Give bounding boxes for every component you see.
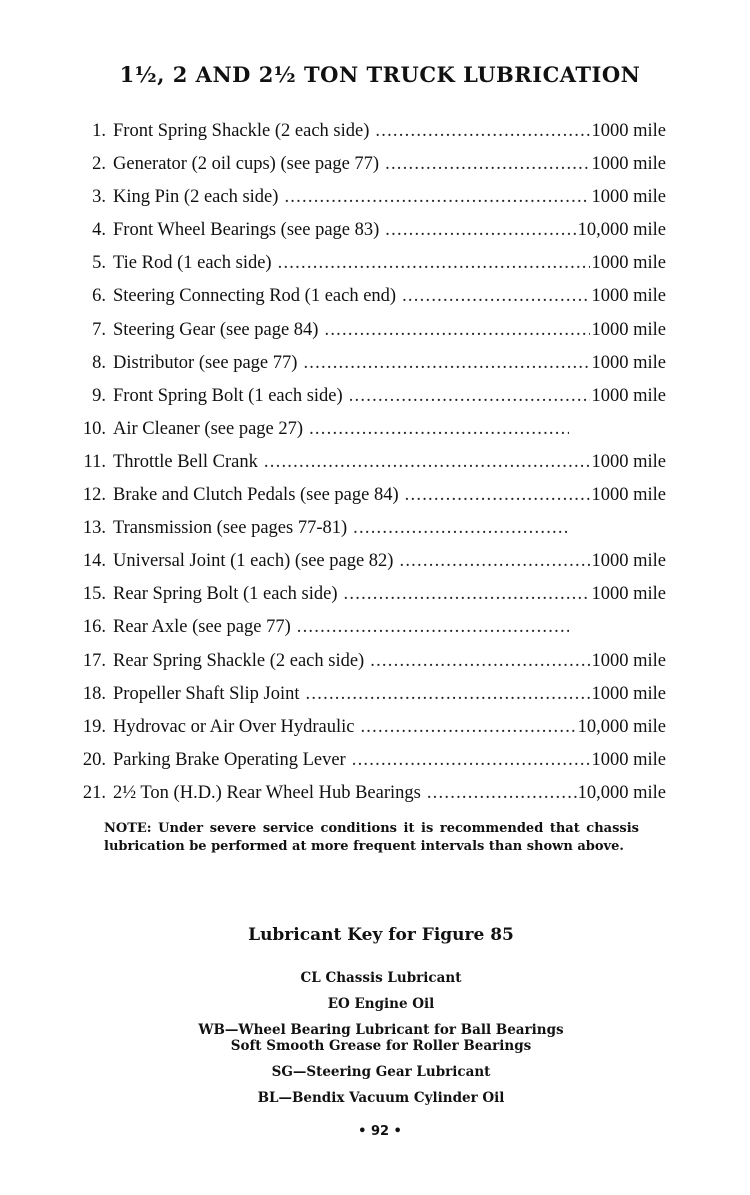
list-item [66, 446, 666, 479]
item-number: 6. [92, 286, 106, 307]
item-number: 14. [82, 551, 106, 572]
leader-dots [353, 512, 569, 545]
item-label: Front Spring Shackle (2 each side) [113, 121, 370, 141]
item-number: 7. [92, 319, 106, 340]
list-item [66, 744, 666, 777]
list-item [66, 380, 666, 413]
list-item [66, 678, 666, 711]
item-number: 21. [82, 782, 106, 803]
item-interval: 1000 mile [591, 154, 666, 175]
item-interval: 1000 mile [591, 286, 666, 307]
item-number: 15. [82, 584, 106, 605]
leader-dots [344, 578, 591, 611]
item-interval: 1000 mile [591, 253, 666, 274]
item-number: 12. [82, 485, 106, 506]
item-number: 1. [92, 121, 106, 141]
leader-dots [303, 347, 590, 380]
list-item [66, 115, 666, 148]
item-label: Distributor (see page 77) [113, 352, 298, 373]
leader-dots [297, 611, 569, 644]
item-number: 17. [82, 650, 106, 671]
item-label: Generator (2 oil cups) (see page 77) [113, 154, 380, 175]
item-number: 3. [92, 187, 106, 208]
item-number: 8. [92, 352, 106, 373]
list-item [66, 247, 666, 280]
list-item [66, 711, 666, 744]
item-interval: 1000 mile [591, 683, 666, 704]
item-number: 2. [92, 154, 106, 175]
item-interval: 1000 mile [591, 451, 666, 472]
key-entry: CL Chassis Lubricant [300, 970, 462, 986]
leader-dots [427, 777, 577, 810]
key-entry: WB—Wheel Bearing Lubricant for Ball Bearings [198, 1022, 564, 1038]
key-entry: EO Engine Oil [327, 996, 435, 1012]
leader-dots [352, 744, 591, 777]
item-interval: 1000 mile [591, 584, 666, 605]
list-item [66, 512, 666, 545]
list-item [66, 479, 666, 512]
leader-dots [278, 247, 591, 280]
item-interval: 1000 mile [591, 749, 666, 770]
item-label: Steering Connecting Rod (1 each end) [113, 286, 397, 307]
list-item [66, 148, 666, 181]
list-item [66, 777, 666, 810]
item-number: 4. [92, 220, 106, 241]
item-label: Throttle Bell Crank [113, 451, 258, 472]
item-interval: 10,000 mile [577, 716, 666, 737]
item-interval: 1000 mile [591, 385, 666, 406]
list-item [66, 280, 666, 313]
item-interval: 10,000 mile [577, 220, 666, 241]
item-interval: 1000 mile [591, 187, 666, 208]
list-item [66, 347, 666, 380]
item-interval: 1000 mile [591, 319, 666, 340]
lubricant-key [0, 965, 750, 1111]
item-label: Transmission (see pages 77-81) [113, 518, 348, 539]
leader-dots [405, 479, 591, 512]
leader-dots [399, 545, 590, 578]
item-number: 5. [92, 253, 106, 274]
item-interval: 1000 mile [591, 650, 666, 671]
item-interval: 1000 mile [591, 485, 666, 506]
item-label: King Pin (2 each side) [113, 187, 279, 208]
item-interval: 1000 mile [591, 121, 666, 141]
item-interval: 10,000 mile [577, 782, 666, 803]
item-label: Universal Joint (1 each) (see page 82) [113, 551, 394, 572]
item-number: 10. [82, 418, 106, 439]
service-note: NOTE: Under severe service conditions it is recommended that chassis lubrication be performed at more frequent intervals than shown above. [104, 821, 639, 854]
item-interval: 1000 mile [591, 352, 666, 373]
leader-dots [349, 380, 591, 413]
item-label: Air Cleaner (see page 27) [113, 418, 304, 439]
item-label: Rear Axle (see page 77) [113, 617, 291, 638]
item-number: 20. [82, 749, 106, 770]
leader-dots [385, 214, 576, 247]
leader-dots [324, 314, 590, 347]
item-number: 11. [83, 451, 106, 472]
leader-dots [264, 446, 591, 479]
leader-dots [360, 711, 576, 744]
list-item [66, 214, 666, 247]
item-label: Steering Gear (see page 84) [113, 319, 319, 340]
key-entry: BL—Bendix Vacuum Cylinder Oil [257, 1090, 505, 1106]
page-number: • 92 • [358, 1124, 402, 1139]
item-label: Propeller Shaft Slip Joint [113, 683, 300, 704]
item-number: 9. [92, 385, 106, 406]
list-item [66, 181, 666, 214]
leader-dots [284, 181, 590, 214]
item-label: Parking Brake Operating Lever [113, 749, 346, 770]
item-label: 2½ Ton (H.D.) Rear Wheel Hub Bearings [113, 782, 421, 803]
item-label: Rear Spring Bolt (1 each side) [113, 584, 338, 605]
leader-dots [375, 115, 590, 148]
list-item [66, 645, 666, 678]
list-item [66, 578, 666, 611]
item-label: Front Spring Bolt (1 each side) [113, 385, 343, 406]
item-interval: 1000 mile [591, 551, 666, 572]
item-label: Rear Spring Shackle (2 each side) [113, 650, 365, 671]
key-entry: Soft Smooth Grease for Roller Bearings [230, 1038, 532, 1054]
item-number: 16. [82, 617, 106, 638]
item-label: Front Wheel Bearings (see page 83) [113, 220, 380, 241]
page-title: 1½, 2 AND 2½ TON TRUCK LUBRICATION [119, 62, 641, 87]
item-label: Tie Rod (1 each side) [113, 253, 272, 274]
item-label: Brake and Clutch Pedals (see page 84) [113, 485, 399, 506]
lubrication-list [66, 115, 666, 810]
item-label: Hydrovac or Air Over Hydraulic [113, 716, 355, 737]
list-item [66, 545, 666, 578]
leader-dots [402, 280, 590, 313]
item-number: 18. [82, 683, 106, 704]
list-item [66, 611, 666, 644]
key-entry: SG—Steering Gear Lubricant [271, 1064, 491, 1080]
leader-dots [370, 645, 590, 678]
leader-dots [309, 413, 569, 446]
item-number: 19. [82, 716, 106, 737]
lubricant-key-title: Lubricant Key for Figure 85 [248, 925, 514, 945]
list-item [66, 413, 666, 446]
leader-dots [306, 678, 591, 711]
item-number: 13. [82, 518, 106, 539]
leader-dots [385, 148, 590, 181]
list-item [66, 314, 666, 347]
